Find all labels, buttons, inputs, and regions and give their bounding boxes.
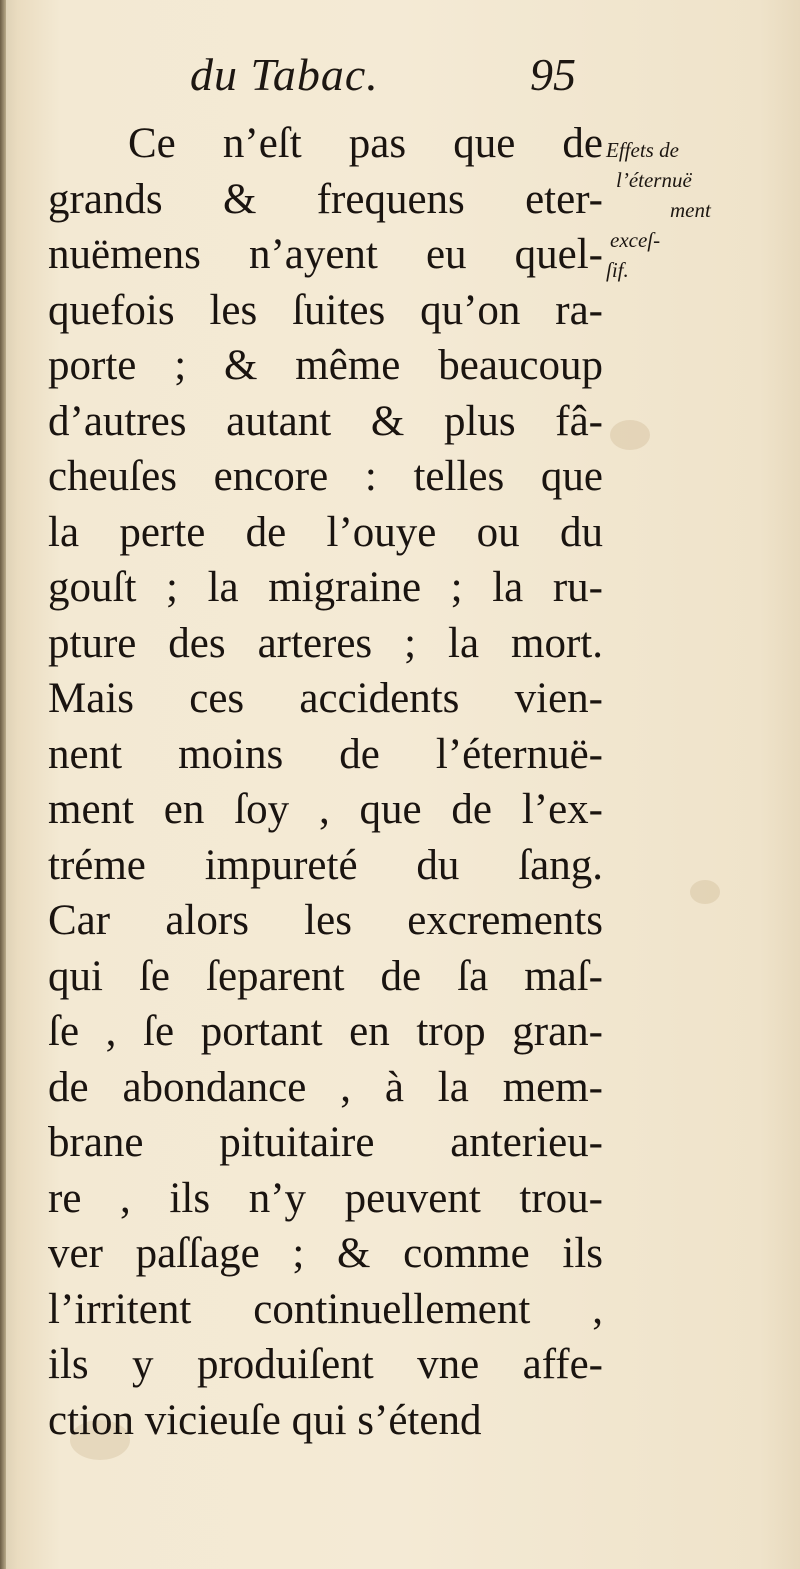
body-text [48,116,603,1448]
text-line: brane pituitaire anterieu- [48,1119,603,1166]
binding-shadow [0,0,6,1569]
text-line: de abondance , à la mem- [48,1063,603,1111]
text-line: ver paſſage ; & comme ils [48,1230,603,1277]
text-line: l’irritent continuellement , [48,1285,603,1333]
text-line: pture des arteres ; la mort. [48,619,603,667]
text-line: Ce n’eſt pas que de [128,120,603,167]
marginal-note-line: ſif. [606,258,629,282]
marginal-note [606,135,796,285]
foxing-spot [690,880,720,904]
running-title: du Tabac. [190,49,379,100]
text-line: grands & frequens eter- [48,175,603,223]
text-line: tréme impureté du ſang. [48,841,603,889]
text-line: d’autres autant & plus fâ- [48,397,603,445]
text-line: nent moins de l’éternuë- [48,730,603,778]
text-line: la perte de l’ouye ou du [48,508,603,556]
text-line: ils y produiſent vne affe- [48,1341,603,1388]
text-line: nuëmens n’ayent eu quel- [48,231,603,278]
text-line: ment en ſoy , que de l’ex- [48,786,603,833]
marginal-note-line: exceſ- [610,228,661,252]
text-line: re , ils n’y peuvent trou- [48,1174,603,1222]
page-number: 95 [530,49,576,100]
text-line: Mais ces accidents vien- [48,675,603,722]
text-line: qui ſe ſeparent de ſa maſ- [48,952,603,1000]
text-line: quefois les ſuites qu’on ra- [48,286,603,334]
marginal-note-line: l’éternuë [616,168,692,192]
text-line: ſe , ſe portant en trop gran- [48,1008,603,1055]
marginal-note-line: ment [670,198,711,222]
page-header [0,48,800,118]
foxing-spot [610,420,650,450]
text-line: gouſt ; la migraine ; la ru- [48,564,603,611]
text-line: ction vicieuſe qui s’étend [48,1396,482,1444]
text-line: porte ; & même beaucoup [48,342,603,389]
text-line: Car alors les excrements [48,897,603,944]
marginal-note-line: Effets de [606,138,679,162]
text-line: cheuſes encore : telles que [48,453,603,500]
